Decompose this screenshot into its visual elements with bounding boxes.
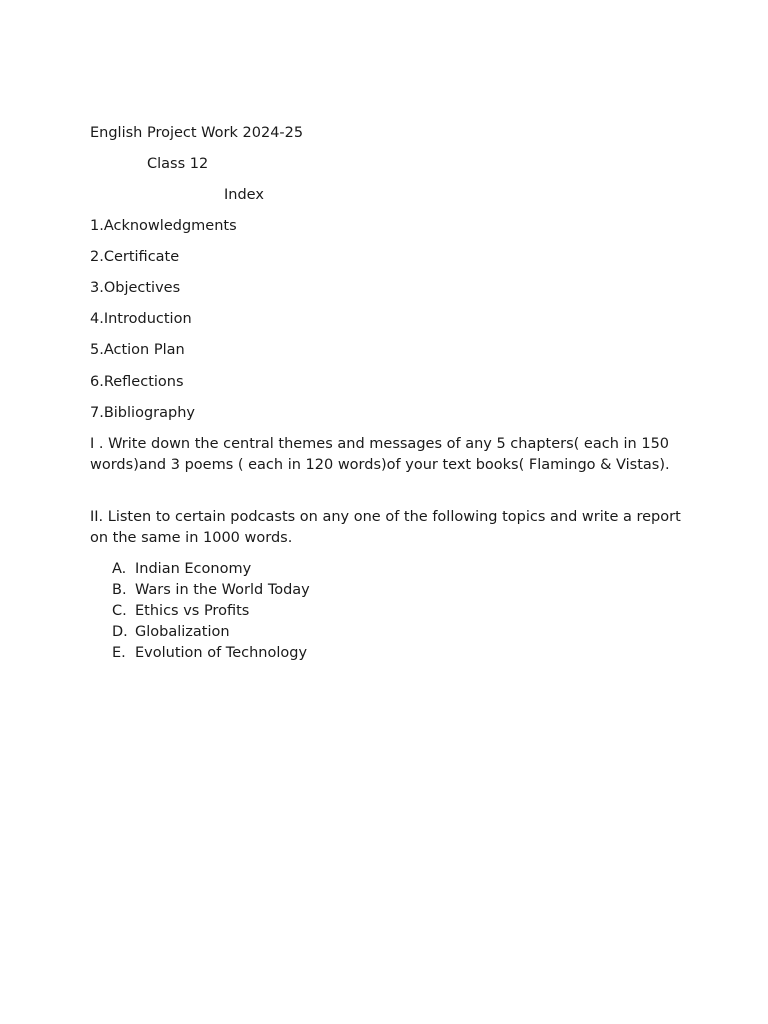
index-item-reflections: 6.Reflections	[90, 374, 184, 390]
document-title: English Project Work 2024-25	[90, 125, 304, 141]
topic-text: Ethics vs Profits	[135, 603, 250, 619]
list-marker: E.	[112, 645, 126, 661]
topic-text: Wars in the World Today	[135, 582, 310, 598]
task-two-paragraph: II. Listen to certain podcasts on any one of the following topics and write a report on the same in 1000 words.	[90, 509, 681, 546]
list-item	[112, 559, 310, 580]
topics-list	[112, 559, 310, 664]
list-marker: A.	[112, 561, 127, 577]
index-item-certificate: 2.Certificate	[90, 249, 180, 265]
class-label: Class 12	[147, 156, 209, 172]
index-item-acknowledgments: 1.Acknowledgments	[90, 218, 237, 234]
task-one-paragraph: I . Write down the central themes and messages of any 5 chapters( each in 150 words)and 3 poems ( each in 120 words)of your text books( Flamingo & Vistas).	[90, 436, 670, 473]
index-item-introduction: 4.Introduction	[90, 311, 192, 327]
list-item	[112, 580, 310, 601]
list-item	[112, 643, 310, 664]
list-marker: B.	[112, 582, 127, 598]
topic-text: Globalization	[135, 624, 230, 640]
index-item-bibliography: 7.Bibliography	[90, 405, 195, 421]
index-item-objectives: 3.Objectives	[90, 280, 181, 296]
list-marker: C.	[112, 603, 127, 619]
index-item-action-plan: 5.Action Plan	[90, 342, 185, 358]
list-item	[112, 622, 310, 643]
list-marker: D.	[112, 624, 128, 640]
list-item	[112, 601, 310, 622]
topic-text: Indian Economy	[135, 561, 252, 577]
topic-text: Evolution of Technology	[135, 645, 308, 661]
index-heading: Index	[224, 187, 264, 203]
